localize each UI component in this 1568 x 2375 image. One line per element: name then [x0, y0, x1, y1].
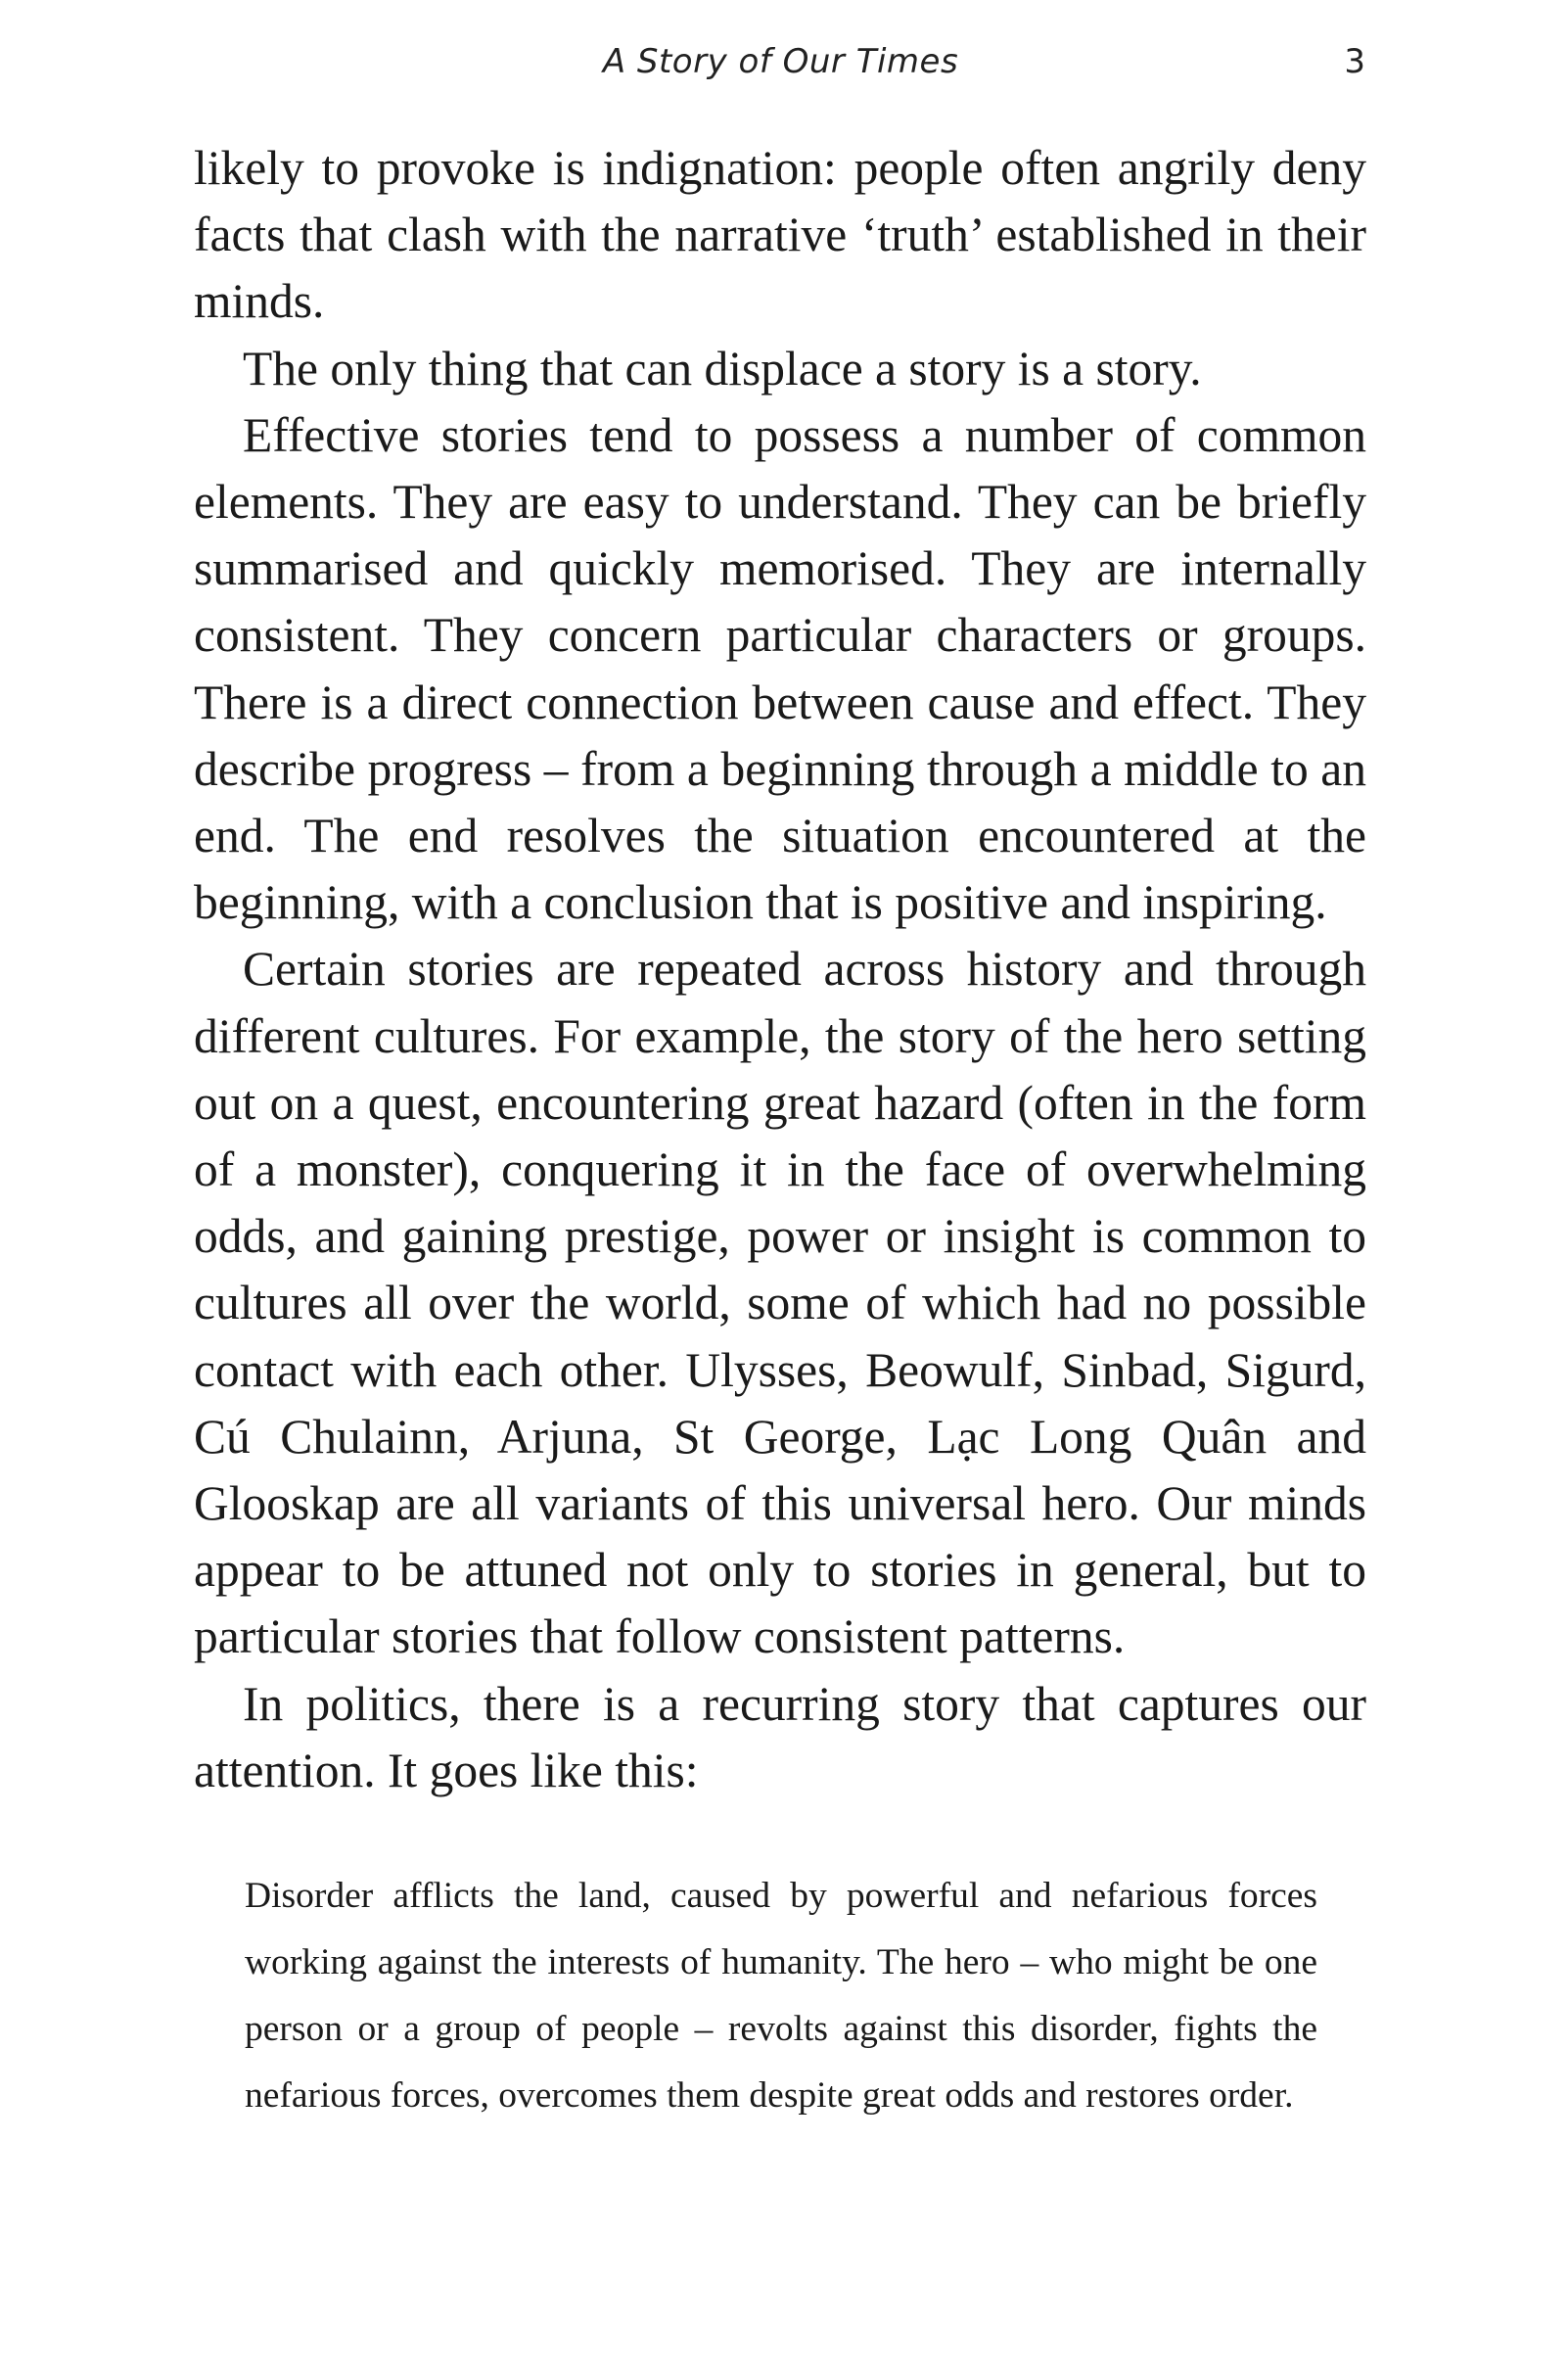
running-header	[196, 37, 1365, 86]
block-quote	[245, 1863, 1317, 2129]
block-quote-text: Disorder afflicts the land, caused by powerful and nefarious forces working against the interests of humanity. The hero – who might be one person or a group of people – revolts against this disorder, fights the nefarious forces, overcomes them despite great odds and restores order.	[245, 1876, 1317, 2116]
body-text	[194, 135, 1366, 1804]
paragraph-continuation: likely to provoke is indignation: people often angrily deny facts that clash with the narrative ‘truth’ established in their minds.	[194, 141, 1366, 329]
page-number: 3	[1344, 42, 1365, 81]
paragraph: In politics, there is a recurring story that captures our attention. It goes like this:	[194, 1676, 1366, 1797]
paragraph: The only thing that can displace a story is a story.	[243, 341, 1202, 396]
paragraph: Certain stories are repeated across history and through different cultures. For example, the story of the hero setting out on a quest, encountering great hazard (often in the form of a monster), conquering it in the face of overwhelming odds, and gaining prestige, power or insight is common to cultures all over the world, some of which had no possible contact with each other. Ulysses, Beowulf, Sinbad, Sigurd, Cú Chulainn, Arjuna, St George, Lạc Long Quân and Glooskap are all variants of this universal hero. Our minds appear to be attuned not only to stories in general, but to particular stories that follow consistent patterns.	[194, 942, 1366, 1664]
running-title: A Story of Our Times	[602, 42, 959, 81]
paragraph: Effective stories tend to possess a number of common elements. They are easy to understand. They can be briefly summarised and quickly memorised. They are internally consistent. They concern particular characters or groups. There is a direct connection between cause and effect. They describe progress – from a beginning through a middle to an end. The end resolves the situation encountered at the beginning, with a conclusion that is positive and inspiring.	[194, 407, 1366, 930]
